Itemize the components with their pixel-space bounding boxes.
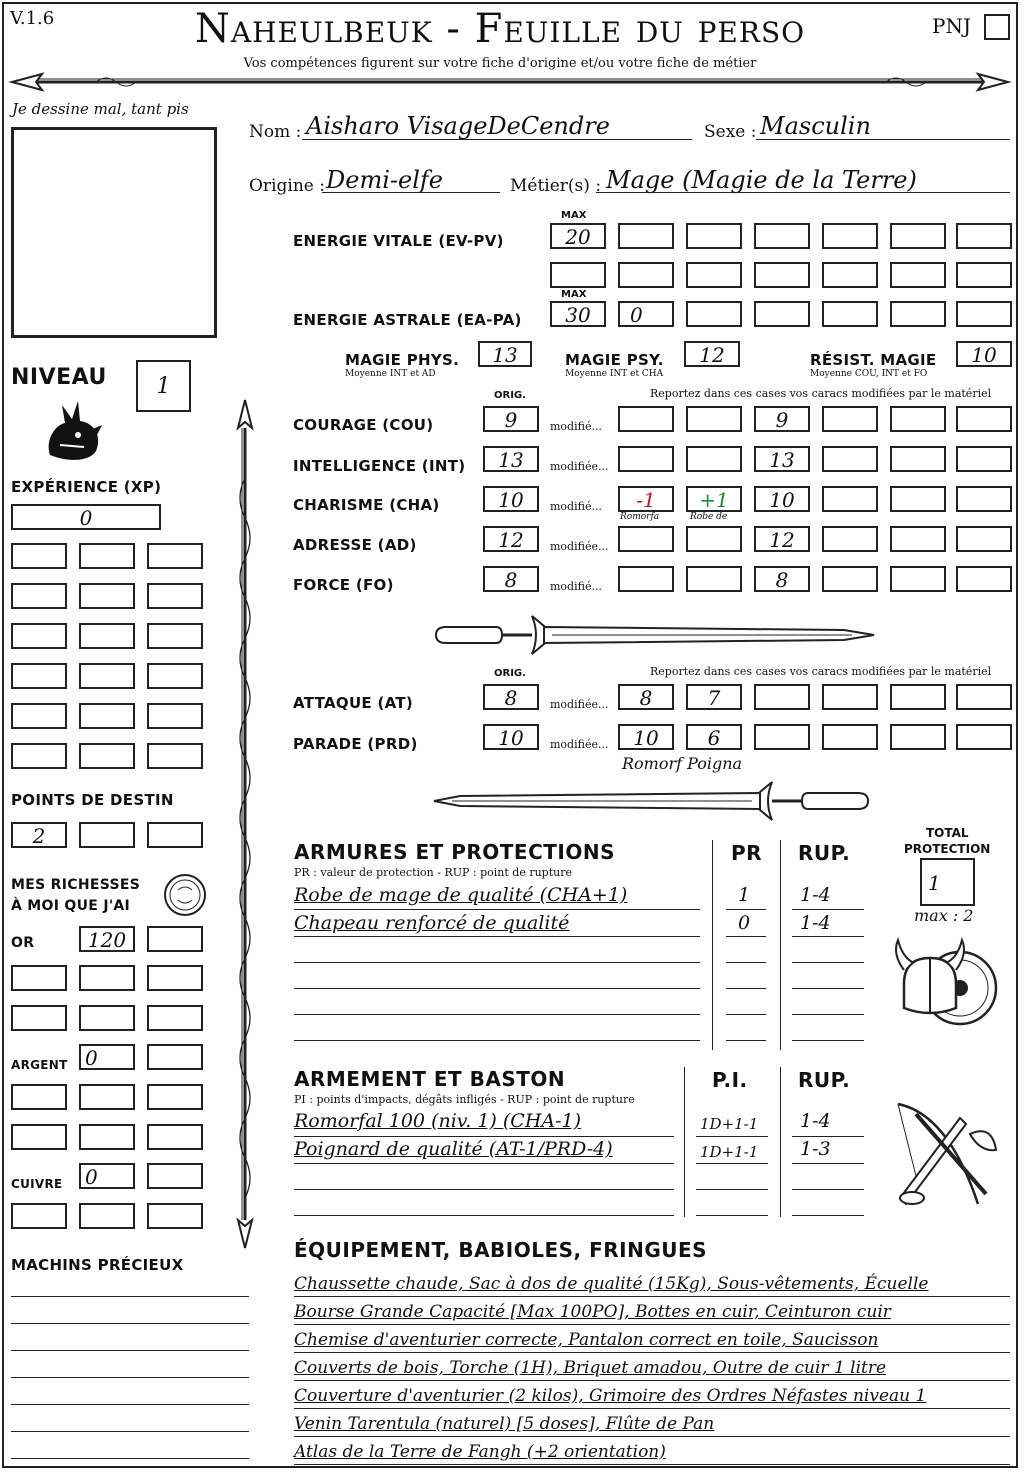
weapons-note: PI : points d'impacts, dégâts infligés - RUP : point de rupture (294, 1093, 635, 1106)
cha-mod-box[interactable] (822, 486, 878, 512)
prd-mod-box[interactable] (822, 724, 878, 750)
precious-line[interactable] (11, 1458, 249, 1459)
silver-box[interactable] (147, 1084, 203, 1110)
destiny-label: POINTS DE DESTIN (11, 791, 174, 809)
ev-max-label: MAX (561, 210, 587, 221)
xp-grid-box[interactable] (79, 583, 135, 609)
xp-grid-box[interactable] (11, 663, 67, 689)
armor-empty-line[interactable] (294, 1014, 700, 1015)
ea-label: ENERGIE ASTRALE (EA-PA) (293, 311, 522, 329)
cha-mod-note-1: Romorfa (620, 512, 660, 522)
page-title: Naheulbeuk - Feuille du perso (194, 6, 806, 52)
helmet-shield-icon (890, 930, 1000, 1030)
copper-box[interactable] (11, 1203, 67, 1229)
portrait-frame[interactable] (11, 127, 217, 338)
copper-label: CUIVRE (11, 1177, 63, 1191)
ad-mod-box[interactable] (956, 526, 1012, 552)
total-max: max : 2 (914, 906, 974, 925)
int-mod-box[interactable] (956, 446, 1012, 472)
silver-box[interactable] (79, 1084, 135, 1110)
prd-mod-box[interactable] (890, 724, 946, 750)
gold-box[interactable] (11, 1005, 67, 1031)
ev-box[interactable] (550, 262, 606, 288)
ev-label: ENERGIE VITALE (EV-PV) (293, 232, 504, 250)
armor-row-rup[interactable]: 1-4 (800, 884, 831, 906)
magic-phys-label: MAGIE PHYS. (345, 351, 460, 369)
xp-grid-box[interactable] (147, 743, 203, 769)
cou-mod-box[interactable] (890, 406, 946, 432)
armor-empty-line[interactable] (294, 962, 700, 963)
ad-modified-label: modifiée... (550, 540, 609, 553)
int-mod-box[interactable] (618, 446, 674, 472)
spear-divider-icon (6, 68, 1014, 96)
prd-mod-box[interactable] (956, 724, 1012, 750)
magic-resist-note: Moyenne COU, INT et FO (810, 369, 928, 379)
ev-box[interactable] (822, 223, 878, 249)
weapon-row-pi[interactable]: 1D+1-1 (700, 1115, 759, 1133)
fo-mod-box[interactable] (686, 566, 742, 592)
ev-box[interactable] (618, 262, 674, 288)
magic-resist-label: RÉSIST. MAGIE (810, 351, 937, 369)
magic-psy-note: Moyenne INT et CHA (565, 369, 664, 379)
wealth-label-1: MES RICHESSES (11, 877, 141, 893)
cou-mod-box[interactable] (956, 406, 1012, 432)
xp-grid-box[interactable] (11, 743, 67, 769)
armor-note: PR : valeur de protection - RUP : point de rupture (294, 866, 572, 879)
weapons-col-rup: RUP. (798, 1068, 851, 1092)
copper-box[interactable] (147, 1203, 203, 1229)
cou-label: COURAGE (COU) (293, 416, 434, 434)
cou-mod-box[interactable] (618, 406, 674, 432)
silver-label: ARGENT (11, 1058, 68, 1072)
fo-final-box[interactable]: 8 (754, 566, 810, 592)
weapon-empty-line[interactable] (294, 1215, 674, 1216)
armor-col-pr: PR (731, 841, 763, 865)
name-value[interactable]: Aisharo VisageDeCendre (306, 112, 610, 140)
magic-psy-box[interactable]: 12 (684, 341, 740, 367)
armor-row-name[interactable]: Chapeau renforcé de qualité (294, 912, 570, 934)
equipment-line[interactable]: Couverts de bois, Torche (1H), Briquet amadou, Outre de cuir 1 litre (294, 1358, 887, 1378)
weapon-row-pi[interactable]: 1D+1-1 (700, 1143, 759, 1161)
cha-box[interactable]: 10 (483, 486, 539, 512)
ev-max-box[interactable]: 20 (550, 223, 606, 249)
equipment-line[interactable]: Chemise d'aventurier correcte, Pantalon correct en toile, Saucisson (294, 1330, 879, 1350)
ad-mod-box[interactable] (686, 526, 742, 552)
gold-label: OR (11, 935, 35, 951)
int-label: INTELLIGENCE (INT) (293, 457, 466, 475)
xp-grid-box[interactable] (147, 583, 203, 609)
ev-box[interactable] (686, 262, 742, 288)
cha-mod-box[interactable] (956, 486, 1012, 512)
fo-mod-box[interactable] (956, 566, 1012, 592)
xp-grid-box[interactable] (11, 583, 67, 609)
cha-label: CHARISME (CHA) (293, 496, 440, 514)
ea-box[interactable] (890, 301, 946, 327)
equipment-line[interactable]: Couverture d'aventurier (2 kilos), Grimoire des Ordres Néfastes niveau 1 (294, 1386, 927, 1406)
equipment-line[interactable]: Chaussette chaude, Sac à dos de qualité (15Kg), Sous-vêtements, Écuelle (294, 1274, 929, 1294)
copper-box[interactable]: 0 (79, 1163, 135, 1189)
gold-box[interactable] (147, 1005, 203, 1031)
silver-box[interactable] (79, 1124, 135, 1150)
int-modified-label: modifiée... (550, 460, 609, 473)
cou-final-box[interactable]: 9 (754, 406, 810, 432)
xp-grid-box[interactable] (11, 703, 67, 729)
equipment-line[interactable]: Venin Tarentula (naturel) [5 doses], Flûte de Pan (294, 1414, 715, 1434)
cha-final-box[interactable]: 10 (754, 486, 810, 512)
at-label: ATTAQUE (AT) (293, 694, 414, 712)
cha-mod-box-2[interactable]: +1 (686, 486, 742, 512)
armor-row-rup[interactable]: 1-4 (800, 912, 831, 934)
ev-box[interactable] (890, 262, 946, 288)
at-mod-box[interactable] (754, 684, 810, 710)
level-box[interactable]: 1 (136, 360, 191, 412)
at-mod-box-1[interactable]: 8 (618, 684, 674, 710)
int-mod-box[interactable] (686, 446, 742, 472)
weapons-col-pi: P.I. (712, 1068, 748, 1092)
cha-mod-box-1[interactable]: -1 (618, 486, 674, 512)
ad-mod-box[interactable] (618, 526, 674, 552)
armor-empty-line[interactable] (294, 988, 700, 989)
armor-row-name[interactable]: Robe de mage de qualité (CHA+1) (294, 884, 628, 906)
cou-box[interactable]: 9 (483, 406, 539, 432)
ev-box[interactable] (956, 262, 1012, 288)
armor-empty-line[interactable] (294, 1040, 700, 1041)
xp-grid-box[interactable] (79, 623, 135, 649)
xp-grid-box[interactable] (147, 623, 203, 649)
gold-box[interactable] (147, 965, 203, 991)
magic-resist-box[interactable]: 10 (956, 341, 1012, 367)
armor-col-rup: RUP. (798, 841, 851, 865)
pnj-label: PNJ (932, 14, 971, 38)
ea-current-box[interactable]: 0 (618, 301, 674, 327)
report-note-combat: Reportez dans ces cases vos caracs modifiées par le matériel (650, 665, 992, 678)
version-label: V.1.6 (10, 8, 55, 29)
orig-label: ORIG. (494, 390, 526, 401)
ad-label: ADRESSE (AD) (293, 536, 417, 554)
sword-icon (432, 612, 878, 658)
ev-box[interactable] (822, 262, 878, 288)
level-label: NIVEAU (11, 365, 107, 390)
report-note: Reportez dans ces cases vos caracs modifiées par le matériel (650, 387, 992, 400)
xp-grid-box[interactable] (147, 703, 203, 729)
prd-mod-box-1[interactable]: 10 (618, 724, 674, 750)
ev-box[interactable] (754, 262, 810, 288)
destiny-box[interactable]: 2 (11, 822, 67, 848)
armor-row-pr[interactable]: 0 (738, 912, 751, 934)
ev-box[interactable] (890, 223, 946, 249)
copper-box[interactable] (147, 1163, 203, 1189)
at-mod-box[interactable] (890, 684, 946, 710)
prd-mod-box-2[interactable]: 6 (686, 724, 742, 750)
ad-box[interactable]: 12 (483, 526, 539, 552)
job-label: Métier(s) : (510, 176, 602, 196)
precious-line[interactable] (11, 1377, 249, 1378)
ev-box[interactable] (686, 223, 742, 249)
ad-final-box[interactable]: 12 (754, 526, 810, 552)
ad-mod-box[interactable] (890, 526, 946, 552)
ev-box[interactable] (618, 223, 674, 249)
xp-grid-box[interactable] (79, 703, 135, 729)
int-mod-box[interactable] (890, 446, 946, 472)
xp-grid-box[interactable] (11, 623, 67, 649)
fo-box[interactable]: 8 (483, 566, 539, 592)
gold-box[interactable]: 120 (79, 926, 135, 952)
weapons-icon (886, 1094, 1006, 1220)
weapon-empty-line[interactable] (294, 1189, 674, 1190)
at-mod-box-2[interactable]: 7 (686, 684, 742, 710)
silver-box[interactable] (11, 1124, 67, 1150)
precious-line[interactable] (11, 1404, 249, 1405)
wealth-label-2: À MOI QUE J'AI (11, 898, 131, 914)
job-value[interactable]: Mage (Magie de la Terre) (606, 166, 917, 194)
pnj-checkbox[interactable] (984, 14, 1010, 40)
silver-box[interactable] (147, 1124, 203, 1150)
origin-label: Origine : (249, 176, 325, 196)
weapon-notes: Romorf Poigna (622, 754, 743, 773)
gold-box[interactable] (147, 926, 203, 952)
armor-title: ARMURES ET PROTECTIONS (294, 840, 615, 864)
coin-icon (162, 872, 208, 918)
destiny-box[interactable] (147, 822, 203, 848)
cou-mod-box[interactable] (822, 406, 878, 432)
magic-psy-label: MAGIE PSY. (565, 351, 664, 369)
xp-grid-box[interactable] (147, 663, 203, 689)
origin-value[interactable]: Demi-elfe (326, 166, 443, 194)
destiny-box[interactable] (79, 822, 135, 848)
ea-box[interactable] (822, 301, 878, 327)
fo-modified-label: modifié... (550, 580, 602, 593)
fo-mod-box[interactable] (822, 566, 878, 592)
magic-phys-box[interactable]: 13 (478, 341, 532, 367)
ea-box[interactable] (754, 301, 810, 327)
weapons-title: ARMEMENT ET BASTON (294, 1067, 566, 1091)
weapon-row-rup[interactable]: 1-3 (800, 1138, 831, 1160)
silver-box[interactable] (11, 1084, 67, 1110)
fo-mod-box[interactable] (890, 566, 946, 592)
precious-line[interactable] (11, 1296, 249, 1297)
at-mod-box[interactable] (956, 684, 1012, 710)
xp-grid-box[interactable] (79, 543, 135, 569)
sword-icon (432, 778, 872, 824)
int-final-box[interactable]: 13 (754, 446, 810, 472)
vertical-spear-icon (230, 398, 260, 1250)
ea-max-box[interactable]: 30 (550, 301, 606, 327)
precious-label: MACHINS PRÉCIEUX (11, 1256, 184, 1274)
name-label: Nom : (249, 122, 302, 142)
total-label-2: PROTECTION (904, 842, 991, 856)
prd-mod-box[interactable] (754, 724, 810, 750)
page-subtitle: Vos compétences figurent sur votre fiche d'origine et/ou votre fiche de métier (243, 56, 757, 71)
gold-box[interactable] (11, 965, 67, 991)
cha-mod-box[interactable] (890, 486, 946, 512)
fo-label: FORCE (FO) (293, 576, 394, 594)
silver-box[interactable] (147, 1044, 203, 1070)
precious-line[interactable] (11, 1431, 249, 1432)
xp-grid-box[interactable] (79, 663, 135, 689)
weapon-row-name[interactable]: Romorfal 100 (niv. 1) (CHA-1) (294, 1110, 582, 1132)
total-protection-box[interactable]: 1 (920, 858, 975, 906)
cou-mod-box[interactable] (686, 406, 742, 432)
precious-line[interactable] (11, 1350, 249, 1351)
gold-box[interactable] (79, 965, 135, 991)
xp-grid-box[interactable] (147, 543, 203, 569)
int-mod-box[interactable] (822, 446, 878, 472)
portrait-caption: Je dessine mal, tant pis (12, 100, 189, 118)
ev-box[interactable] (956, 223, 1012, 249)
at-box[interactable]: 8 (483, 684, 539, 710)
xp-box[interactable]: 0 (11, 504, 161, 530)
weapon-row-name[interactable]: Poignard de qualité (AT-1/PRD-4) (294, 1138, 613, 1160)
magic-phys-note: Moyenne INT et AD (345, 369, 436, 379)
cha-mod-note-2: Robe de (690, 512, 728, 522)
armor-row-pr[interactable]: 1 (738, 884, 751, 906)
sex-value[interactable]: Masculin (760, 112, 871, 140)
precious-line[interactable] (11, 1323, 249, 1324)
equipment-line[interactable]: Bourse Grande Capacité [Max 100PO], Bottes en cuir, Ceinturon cuir (294, 1302, 891, 1322)
sex-label: Sexe : (704, 122, 757, 142)
ea-box[interactable] (956, 301, 1012, 327)
prd-box[interactable]: 10 (483, 724, 539, 750)
cou-modified-label: modifié... (550, 420, 602, 433)
silver-box[interactable]: 0 (79, 1044, 135, 1070)
at-mod-box[interactable] (822, 684, 878, 710)
prd-label: PARADE (PRD) (293, 735, 418, 753)
xp-grid-box[interactable] (11, 543, 67, 569)
ev-box[interactable] (754, 223, 810, 249)
ad-mod-box[interactable] (822, 526, 878, 552)
orig-label-combat: ORIG. (494, 668, 526, 679)
int-box[interactable]: 13 (483, 446, 539, 472)
ea-max-label: MAX (561, 289, 587, 300)
at-modified-label: modifiée... (550, 698, 609, 711)
xp-label: EXPÉRIENCE (XP) (11, 478, 162, 496)
copper-box[interactable] (79, 1203, 135, 1229)
cha-modified-label: modifié... (550, 500, 602, 513)
fo-mod-box[interactable] (618, 566, 674, 592)
equipment-line[interactable]: Atlas de la Terre de Fangh (+2 orientation) (294, 1442, 666, 1462)
prd-modified-label: modifiée... (550, 738, 609, 751)
dragon-icon (40, 395, 106, 465)
ea-box[interactable] (686, 301, 742, 327)
xp-grid-box[interactable] (79, 743, 135, 769)
weapon-row-rup[interactable]: 1-4 (800, 1110, 831, 1132)
total-label-1: TOTAL (926, 826, 969, 840)
equipment-title: ÉQUIPEMENT, BABIOLES, FRINGUES (294, 1238, 708, 1262)
gold-box[interactable] (79, 1005, 135, 1031)
